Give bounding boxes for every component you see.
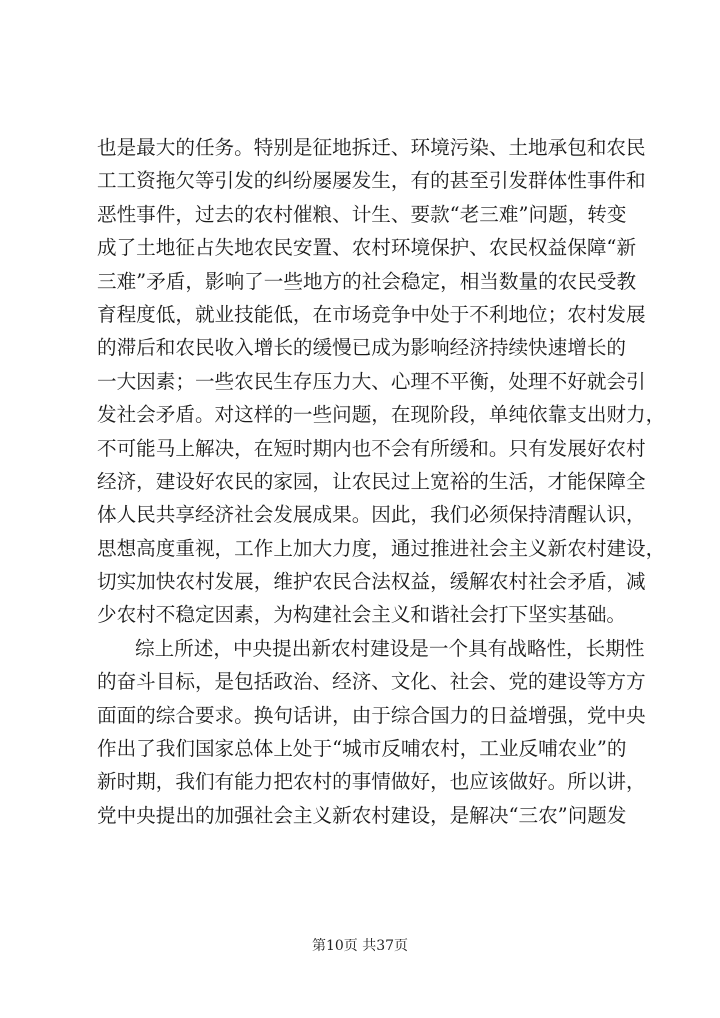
text-line: 发社会矛盾。对这样的一些问题，在现阶段，单纯依靠支出财力， [97, 403, 666, 427]
text-line: 面面的综合要求。换句话讲，由于综合国力的日益增强，党中央 [97, 703, 646, 727]
text-line: 的奋斗目标，是包括政治、经济、文化、社会、党的建设等方方 [97, 670, 646, 694]
page-number-indicator: 第10页 共37页 [311, 938, 409, 954]
text-line: 思想高度重视，工作上加大力度，通过推进社会主义新农村建设， [97, 536, 666, 560]
text-line: 工工资拖欠等引发的纠纷屡屡发生，有的甚至引发群体性事件和 [97, 169, 646, 193]
text-line: 少农村不稳定因素，为构建社会主义和谐社会打下坚实基础。 [97, 603, 627, 627]
page-footer [0, 936, 720, 956]
text-line: 成了土地征占失地农民安置、农村环境保护、农民权益保障“新 [97, 236, 637, 260]
text-line: 不可能马上解决，在短时期内也不会有所缓和。只有发展好农村 [97, 436, 646, 460]
text-line: 新时期，我们有能力把农村的事情做好，也应该做好。所以讲， [97, 770, 646, 794]
text-line: 切实加快农村发展，维护农民合法权益，缓解农村社会矛盾，减 [97, 570, 646, 594]
text-line: 也是最大的任务。特别是征地拆迁、环境污染、土地承包和农民 [97, 136, 646, 159]
body-text [97, 131, 666, 832]
text-line: 作出了我们国家总体上处于“城市反哺农村，工业反哺农业”的 [97, 737, 627, 761]
text-line: 育程度低，就业技能低，在市场竞争中处于不利地位；农村发展 [97, 302, 646, 326]
text-line: 的滞后和农民收入增长的缓慢已成为影响经济持续快速增长的 [97, 336, 627, 360]
text-line: 党中央提出的加强社会主义新农村建设，是解决“三农”问题发 [97, 803, 627, 827]
text-line: 体人民共享经济社会发展成果。因此，我们必须保持清醒认识， [97, 503, 646, 527]
text-line: 一大因素；一些农民生存压力大、心理不平衡，处理不好就会引 [97, 369, 646, 393]
text-line: 恶性事件，过去的农村催粮、计生、要款“老三难”问题，转变 [97, 202, 627, 226]
text-line: 经济，建设好农民的家园，让农民过上宽裕的生活，才能保障全 [97, 469, 646, 493]
text-line: 三难”矛盾，影响了一些地方的社会稳定，相当数量的农民受教 [97, 269, 637, 293]
paragraph-start-line: 综上所述，中央提出新农村建设是一个具有战略性，长期性 [135, 636, 645, 660]
